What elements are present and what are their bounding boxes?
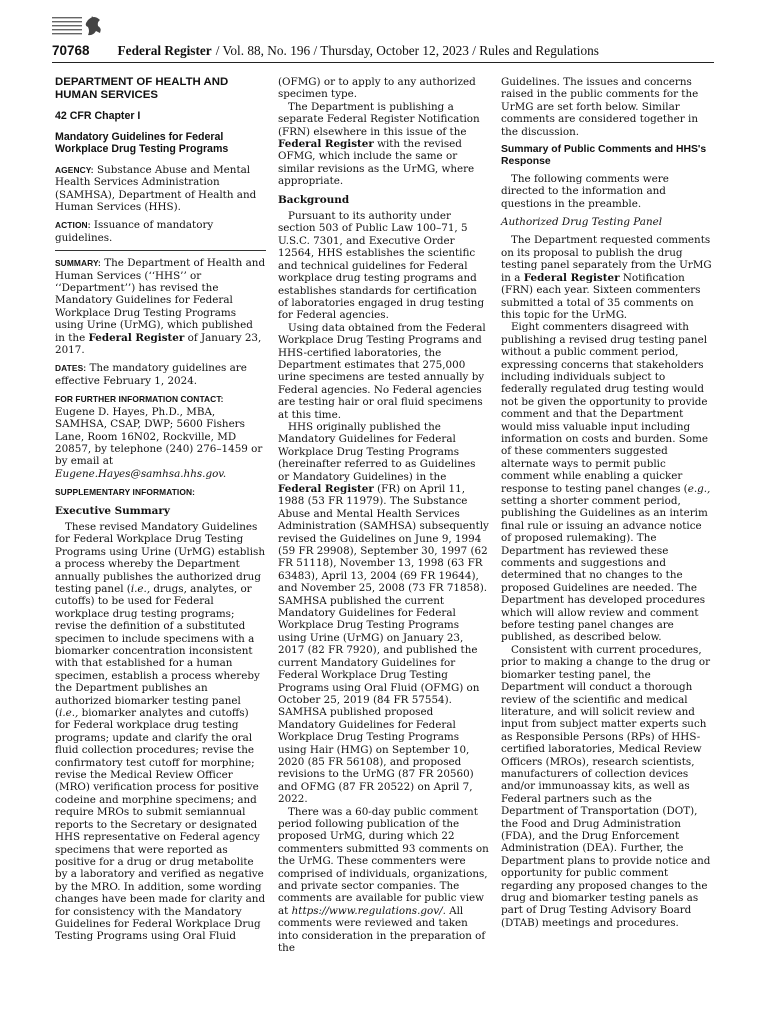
paragraph: HHS originally published the Mandatory Guidelines for Federal Workplace Drug Testing Programs (hereinafter referred to as Guidelines or Mandatory Guidelines) in the Federal Register (FR) on April 11, 1988 (53 FR 11979). The Substance Abuse and Mental Health Services Administration (SAMHSA) subsequently revised the Guidelines on June 9, 1994 (59 FR 29908), September 30, 1997 (62 FR 51118), November 13, 1998 (63 FR 63483), April 13, 2004 (69 FR 19644), and November 25, 2008 (73 FR 71858). SAMHSA published the current Mandatory Guidelines for Federal Workplace Drug Testing Programs using Urine (UrMG) on January 23, 2017 (82 FR 7920), and published the current Mandatory Guidelines for Federal Workplace Drug Testing Programs using Oral Fluid (OFMG) on October 25, 2019 (84 FR 57554). SAMHSA published proposed Mandatory Guidelines for Federal Workplace Drug Testing Programs using Hair (HMG) on September 10, 2020 (85 FR 56108), and proposed revisions to the UrMG (87 FR 20560) and OFMG (87 FR 20522) on April 7, 2022. xyxy=(278,420,489,806)
page-number: 70768 xyxy=(52,43,90,58)
executive-summary-heading: Executive Summary xyxy=(55,504,170,517)
page-header xyxy=(52,43,714,59)
action-label: ACTION: xyxy=(55,220,91,231)
paragraph: Guidelines. The issues and concerns raised in the public comments for the UrMG are set forth below. Similar comments are considered together in the discussion. xyxy=(501,76,699,138)
supplementary-label: SUPPLEMENTARY INFORMATION: xyxy=(55,487,196,498)
regulations-gov-link[interactable]: https://www.regulations.gov/ xyxy=(291,904,443,917)
agency-label: AGENCY: xyxy=(55,164,94,175)
background-heading: Background xyxy=(278,193,350,206)
column-3 xyxy=(501,76,712,929)
dates-label: DATES: xyxy=(55,363,87,374)
paragraph: Eight commenters disagreed with publishing a revised drug testing panel without a public comment period, expressing concerns that stakeholders including individuals subject to federally regulated drug testing would not be given the opportunity to provide comment and that the Department would miss valuable input including information on costs and burden. Some of these commenters suggested alternate ways to permit public comment while enabling a quicker response to testing panel changes (e.g., setting a shorter comment period, publishing the Guidelines as an interim final rule or issuing an advance notice of proposed rulemaking). The Department has reviewed these comments and suggestions and determined that no changes to the proposed Guidelines are needed. The Department has developed procedures which will allow review and comment before testing panel changes are published, as described below. xyxy=(501,321,711,644)
contact-email: Eugene.Hayes@samhsa.hhs.gov. xyxy=(55,467,227,480)
department-heading: DEPARTMENT OF HEALTH AND HUMAN SERVICES xyxy=(55,76,229,101)
authorized-panel-heading: Authorized Drug Testing Panel xyxy=(501,216,663,229)
contact-label-line xyxy=(55,393,266,405)
column-1 xyxy=(55,76,266,943)
cfr-heading: 42 CFR Chapter I xyxy=(55,110,141,122)
contact-label: FOR FURTHER INFORMATION CONTACT: xyxy=(55,394,224,405)
dates-paragraph: DATES: The mandatory guidelines are effective February 1, 2024. xyxy=(55,362,247,387)
gpo-authenticated-seal-logo xyxy=(52,14,106,42)
supplementary-label-line xyxy=(55,486,266,498)
paragraph: The Department is publishing a separate Federal Register Notification (FRN) elsewhere in this issue of the Federal Register with the revised OFMG, which include the same or similar revisions as the UrMG, where appropriate. xyxy=(278,100,480,188)
summary-paragraph: SUMMARY: The Department of Health and Human Services (‘‘HHS’’ or ‘‘Department’’) has revised the Mandatory Guidelines for Federal Workplace Drug Testing Programs using Urine (UrMG), which published in the Federal Register of January 23, 2017. xyxy=(55,257,266,357)
agency-paragraph: AGENCY: Substance Abuse and Mental Health Services Administration (SAMHSA), Department of Health and Human Services (HHS). xyxy=(55,163,257,213)
paragraph: The Department requested comments on its proposal to publish the drug testing panel separately from the UrMG in a Federal Register Notification (FRN) each year. Sixteen commenters submitted a total of 35 comments on this topic for the UrMG. xyxy=(501,234,712,321)
executive-summary-paragraph: These revised Mandatory Guidelines for Federal Workplace Drug Testing Programs using Urine (UrMG) establish a process whereby the Department annually publishes the authorized drug testing panel (i.e., drugs, analytes, or cutoffs) to be used for Federal workplace drug testing programs; revise the definition of a substituted specimen to include specimens with a biomarker concentration inconsistent with that established for a human specimen, establish a process whereby the Department publishes an authorized biomarker testing panel (i.e., biomarker analytes and cutoffs) for Federal workplace drug testing programs; update and clarify the oral fluid collection procedures; revise the confirmatory test cutoff for morphine; revise the Medical Review Officer (MRO) verification process for positive codeine and morphine specimens; and require MROs to submit semiannual reports to the Secretary or designated HHS representative on Federal agency specimens that were reported as positive for a drug or drug metabolite by a laboratory and verified as negative by the MRO. In addition, some wording changes have been made for clarity and for consistency with the Mandatory Guidelines for Federal Workplace Drug Testing Programs using Oral Fluid xyxy=(55,520,266,943)
paragraph: There was a 60-day public comment period following publication of the proposed UrMG, during which 22 commenters submitted 93 comments on the UrMG. These commenters were comprised of individuals, organizations, and private sector companies. The comments are available for public view at https://www.regulations.gov/. All comments were reviewed and taken into consideration in the preparation of the xyxy=(278,805,489,955)
paragraph: Pursuant to its authority under section 503 of Public Law 100–71, 5 U.S.C. 7301, and Executive Order 12564, HHS establishes the scientific and technical guidelines for Federal workplace drug testing programs and establishes standards for certification of laboratories engaged in drug testing for Federal agencies. xyxy=(278,210,485,322)
issue-info: / Vol. 88, No. 196 / Thursday, October 12, 2023 / Rules and Regulations xyxy=(215,43,599,58)
rule-title: Mandatory Guidelines for Federal Workplace Drug Testing Programs xyxy=(55,130,229,156)
contact-paragraph: Eugene D. Hayes, Ph.D., MBA, SAMHSA, CSAP, DWP; 5600 Fishers Lane, Room 16N02, Rockville, MD 20857, by telephone (240) 276–1459 or by email at Eugene.Hayes@samhsa.hhs.gov. xyxy=(55,405,263,480)
action-paragraph: ACTION: Issuance of mandatory guidelines. xyxy=(55,219,214,244)
paragraph: The following comments were directed to the information and questions in the preamble. xyxy=(501,172,669,210)
paragraph: Using data obtained from the Federal Workplace Drug Testing Programs and HHS-certified laboratories, the Department estimates that 275,000 urine specimens are tested annually by Federal agencies. No Federal agencies are testing hair or oral fluid specimens at this time. xyxy=(278,321,486,421)
summary-comments-heading: Summary of Public Comments and HHS's Response xyxy=(501,144,707,168)
section-divider xyxy=(55,250,266,251)
paragraph: (OFMG) or to apply to any authorized specimen type. xyxy=(278,76,476,101)
header-divider xyxy=(52,62,714,63)
column-2 xyxy=(278,76,489,954)
paragraph: Consistent with current procedures, prior to making a change to the drug or biomarker testing panel, the Department will conduct a thorough review of the scientific and medical literature, and will solicit review and input from subject matter experts such as Responsible Persons (RPs) of HHS-certified laboratories, Medical Review Officers (MROs), research scientists, manufacturers of collection devices and/or immunoassay kits, as well as Federal partners such as the Department of Transportation (DOT), the Food and Drug Administration (FDA), and the Drug Enforcement Administration (DEA). Further, the Department plans to provide notice and opportunity for public comment regarding any proposed changes to the drug and biomarker testing panels as part of Drug Testing Advisory Board (DTAB) meetings and procedures. xyxy=(501,643,711,929)
publication-name: Federal Register xyxy=(117,43,212,58)
summary-label: SUMMARY: xyxy=(55,258,101,269)
